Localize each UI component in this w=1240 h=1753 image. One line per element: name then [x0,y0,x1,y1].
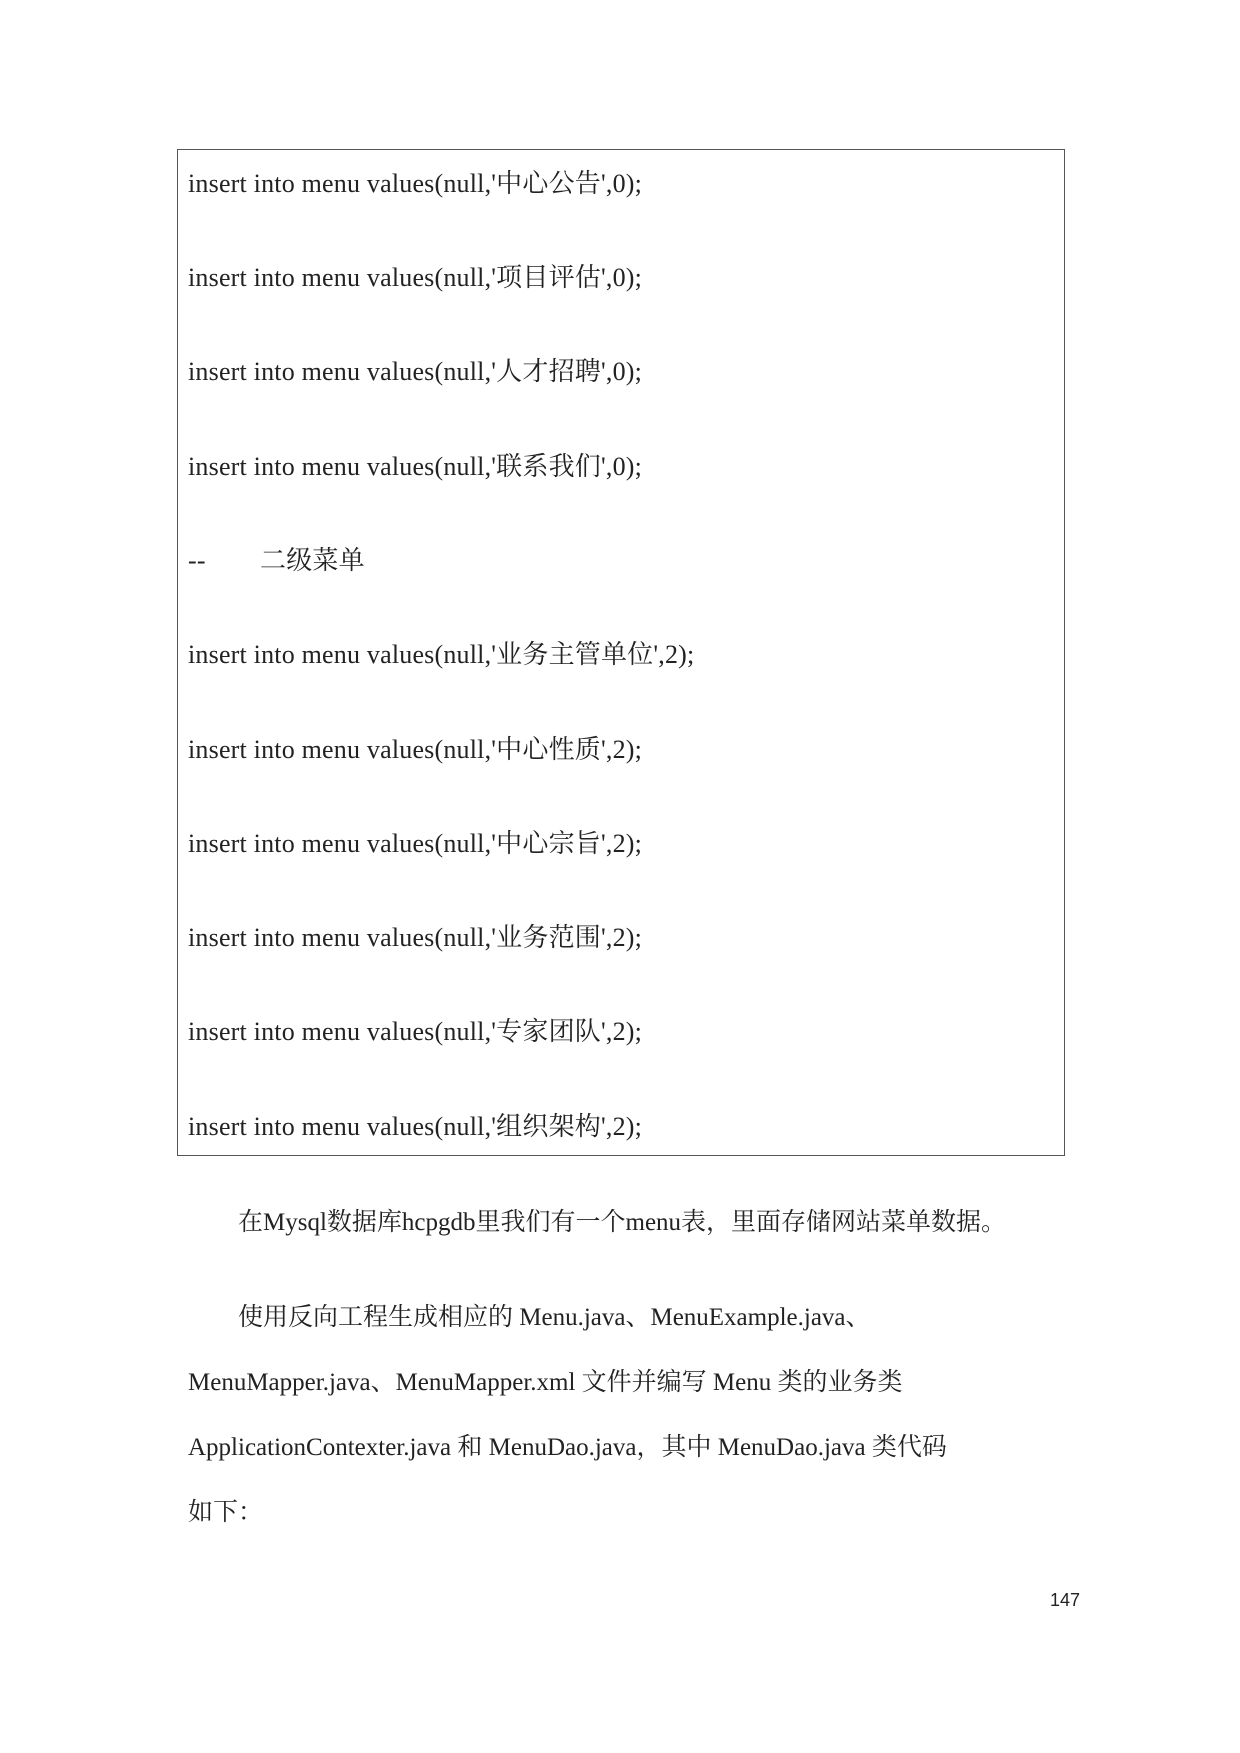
code-line: insert into menu values(null,'专家团队',2); [188,1017,643,1046]
code-line: insert into menu values(null,'项目评估',0); [188,263,643,292]
code-comment-line [188,544,365,578]
page-number: 147 [1049,1590,1080,1610]
code-line: insert into menu values(null,'人才招聘',0); [188,357,643,386]
code-line: insert into menu values(null,'中心公告',0); [188,169,643,198]
code-line: insert into menu values(null,'中心性质',2); [188,735,643,764]
paragraph-line: MenuMapper.java、MenuMapper.xml 文件并编写 Menu 类的业务类 [188,1369,903,1396]
code-line: insert into menu values(null,'业务范围',2); [188,923,643,952]
comment-text: 二级菜单 [260,546,365,575]
code-line: insert into menu values(null,'业务主管单位',2); [188,640,695,669]
code-line: insert into menu values(null,'组织架构',2); [188,1112,643,1141]
code-block [177,149,1065,1156]
code-line: insert into menu values(null,'联系我们',0); [188,452,643,481]
paragraph-mysql-description: 在Mysql数据库hcpgdb里我们有一个menu表，里面存储网站菜单数据。 [238,1209,1007,1236]
paragraph-line: 使用反向工程生成相应的 Menu.java、MenuExample.java、 [238,1304,871,1331]
comment-prefix: -- [188,546,206,575]
code-line: insert into menu values(null,'中心宗旨',2); [188,829,643,858]
paragraph-line: ApplicationContexter.java 和 MenuDao.java，其中 MenuDao.java 类代码 [188,1434,947,1461]
paragraph-line: 如下： [188,1499,264,1526]
